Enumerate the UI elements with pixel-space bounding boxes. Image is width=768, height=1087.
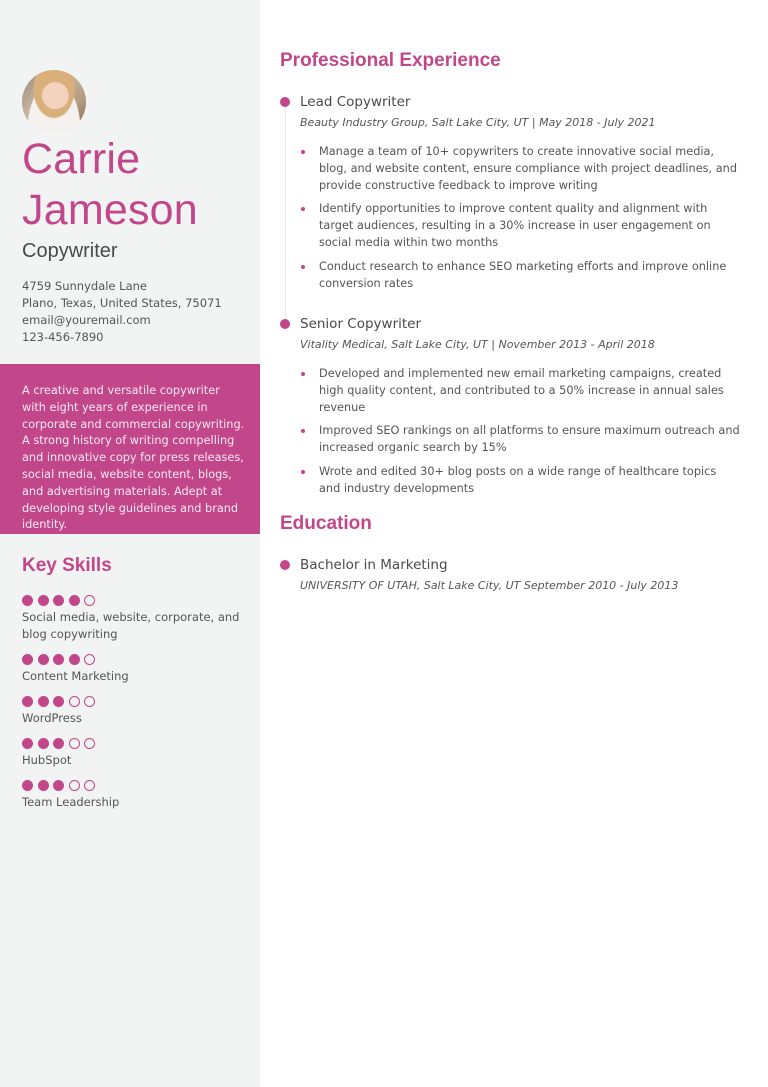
rating-dot-filled-icon — [38, 696, 49, 707]
education-subtitle: UNIVERSITY OF UTAH, Salt Lake City, UT September 2010 - July 2013 — [300, 579, 679, 592]
rating-dot-empty-icon — [69, 696, 80, 707]
rating-dot-filled-icon — [38, 595, 49, 606]
rating-dot-empty-icon — [84, 696, 95, 707]
last-name: Jameson — [22, 186, 198, 234]
rating-dot-filled-icon — [69, 595, 80, 606]
rating-dot-empty-icon — [84, 595, 95, 606]
education-heading: Education — [280, 513, 372, 534]
rating-dot-empty-icon — [69, 738, 80, 749]
skill-item — [22, 779, 252, 811]
skill-rating — [22, 594, 252, 606]
rating-dot-filled-icon — [22, 595, 33, 606]
bullet-icon — [301, 372, 305, 376]
rating-dot-filled-icon — [22, 654, 33, 665]
bullet-icon — [301, 265, 305, 269]
education-entry — [280, 556, 760, 592]
job-title: Copywriter — [22, 240, 118, 262]
skill-label: Social media, website, corporate, and blog copywriting — [22, 610, 240, 641]
skill-rating — [22, 653, 252, 665]
rating-dot-filled-icon — [22, 780, 33, 791]
bullet-icon — [301, 150, 305, 154]
job-subtitle: Beauty Industry Group, Salt Lake City, UT | May 2018 - July 2021 — [300, 116, 656, 129]
rating-dot-filled-icon — [38, 654, 49, 665]
city-line: Plano, Texas, United States, 75071 — [22, 296, 222, 310]
bullet-text: Wrote and edited 30+ blog posts on a wide range of healthcare topics and industry developments — [319, 464, 717, 495]
timeline-dot-icon — [280, 319, 290, 329]
email[interactable]: email@youremail.com — [22, 313, 151, 327]
rating-dot-filled-icon — [22, 738, 33, 749]
timeline-dot-icon — [280, 97, 290, 107]
bullet-item — [300, 464, 740, 498]
bullet-icon — [301, 470, 305, 474]
bullet-text: Identify opportunities to improve content quality and alignment with target audiences, resulting in a 30% increase in user engagement on social media within two months — [319, 202, 711, 249]
summary-block — [0, 364, 260, 534]
job-title: Lead Copywriter — [300, 94, 411, 110]
bullet-text: Conduct research to enhance SEO marketing efforts and improve online conversion rates — [319, 259, 727, 290]
skill-label: Content Marketing — [22, 669, 129, 683]
timeline-dot-icon — [280, 560, 290, 570]
rating-dot-filled-icon — [22, 696, 33, 707]
job-bullets — [300, 366, 760, 498]
bullet-item — [300, 201, 740, 251]
contact-info — [22, 278, 222, 346]
skill-rating — [22, 779, 252, 791]
skill-rating — [22, 695, 252, 707]
summary-text: A creative and versatile copywriter with eight years of experience in corporate and commercial copywriting. A strong history of writing compelling and innovative copy for press releases, social media, website content, blogs, and advertising materials. Adept at developing style guidelines and brand identity. — [22, 384, 245, 532]
bullet-item — [300, 366, 740, 416]
bullet-icon — [301, 207, 305, 211]
main-content — [260, 0, 768, 1087]
job-title: Senior Copywriter — [300, 316, 422, 332]
phone: 123-456-7890 — [22, 330, 104, 344]
rating-dot-empty-icon — [84, 738, 95, 749]
bullet-item — [300, 423, 740, 457]
rating-dot-filled-icon — [53, 654, 64, 665]
skills-list — [22, 594, 252, 821]
bullet-text: Developed and implemented new email marketing campaigns, created high quality content, and contributed to a 50% increase in annual sales revenue — [319, 367, 724, 414]
profile-photo — [22, 70, 86, 134]
job-entry — [280, 93, 760, 299]
bullet-item — [300, 259, 740, 293]
skill-label: WordPress — [22, 711, 82, 725]
skill-rating — [22, 737, 252, 749]
sidebar — [0, 0, 260, 1087]
bullet-text: Manage a team of 10+ copywriters to create innovative social media, blog, and website content, ensure compliance with project deadlines, and provide constructive feedback to improve writing — [319, 145, 737, 192]
skill-item — [22, 653, 252, 685]
first-name: Carrie — [22, 135, 141, 183]
bullet-text: Improved SEO rankings on all platforms to ensure maximum outreach and increased organic search by 15% — [319, 424, 740, 455]
rating-dot-empty-icon — [84, 780, 95, 791]
rating-dot-empty-icon — [84, 654, 95, 665]
rating-dot-filled-icon — [53, 738, 64, 749]
rating-dot-empty-icon — [69, 780, 80, 791]
skill-label: Team Leadership — [22, 795, 120, 809]
job-entry — [280, 315, 760, 505]
bullet-icon — [301, 429, 305, 433]
rating-dot-filled-icon — [69, 654, 80, 665]
job-subtitle: Vitality Medical, Salt Lake City, UT | November 2013 - April 2018 — [300, 338, 655, 351]
rating-dot-filled-icon — [53, 780, 64, 791]
skill-item — [22, 695, 252, 727]
skills-heading: Key Skills — [22, 555, 112, 576]
skill-label: HubSpot — [22, 753, 72, 767]
address-line: 4759 Sunnydale Lane — [22, 279, 147, 293]
rating-dot-filled-icon — [53, 595, 64, 606]
rating-dot-filled-icon — [53, 696, 64, 707]
bullet-item — [300, 144, 740, 194]
experience-heading: Professional Experience — [280, 50, 501, 71]
skill-item — [22, 594, 252, 643]
candidate-name — [22, 134, 252, 236]
degree-title: Bachelor in Marketing — [300, 557, 448, 573]
rating-dot-filled-icon — [38, 780, 49, 791]
job-bullets — [300, 144, 760, 292]
skill-item — [22, 737, 252, 769]
rating-dot-filled-icon — [38, 738, 49, 749]
